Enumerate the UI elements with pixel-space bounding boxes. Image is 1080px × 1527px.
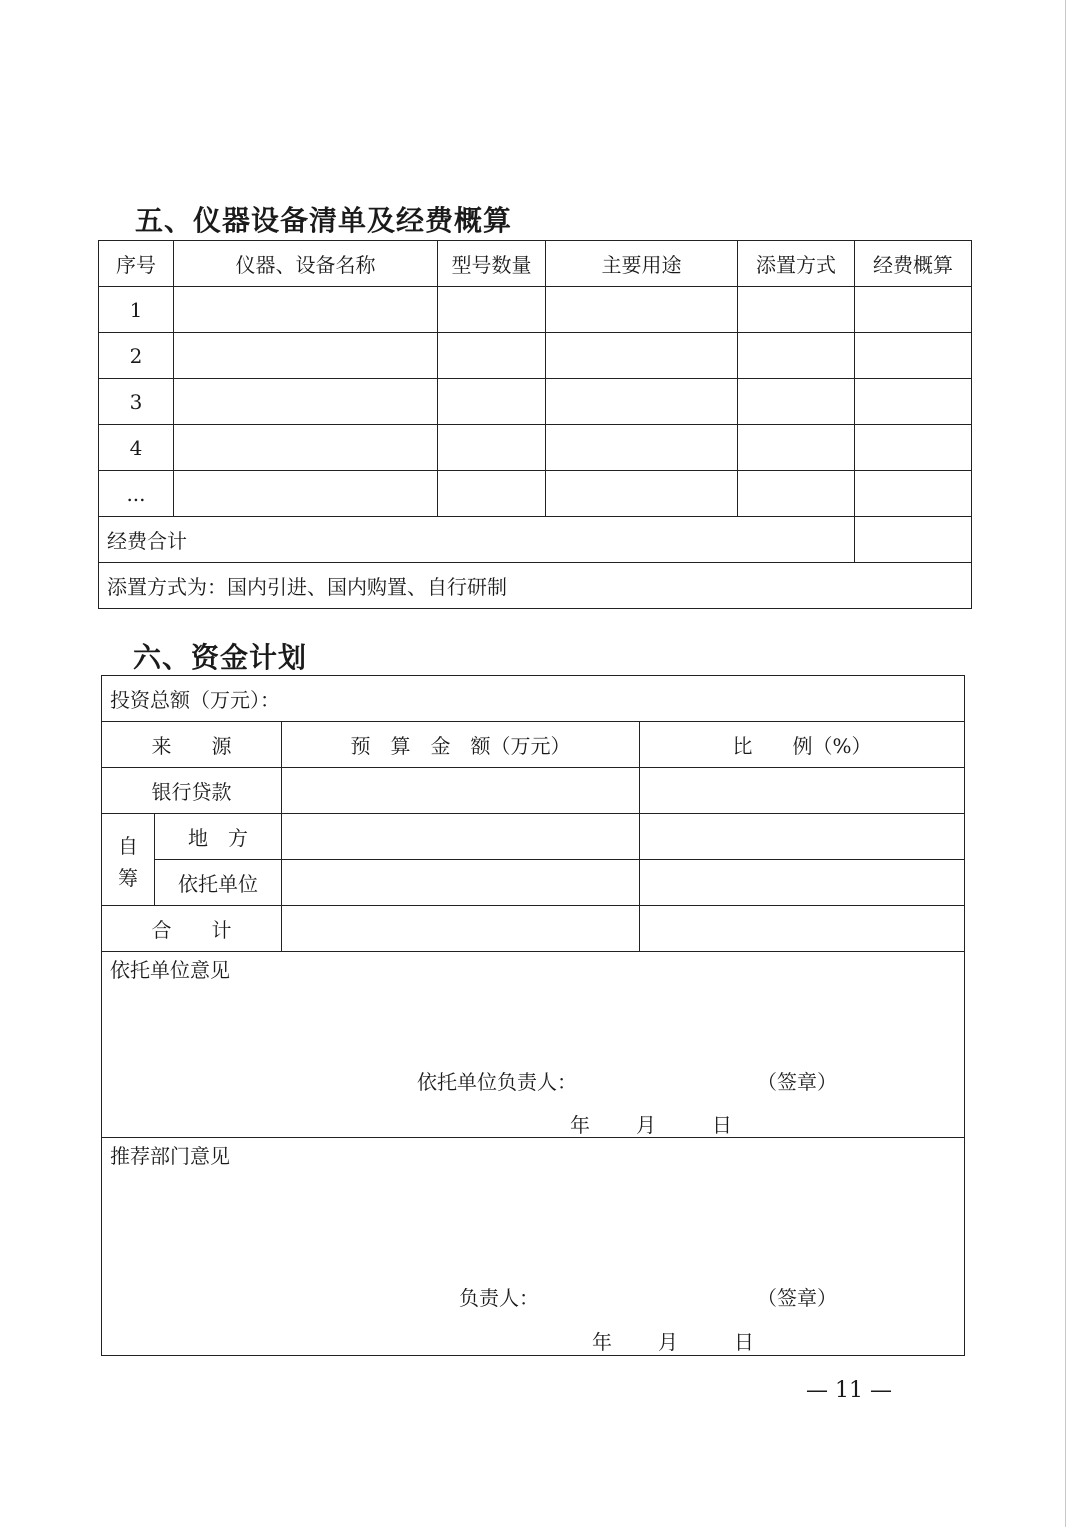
bank-loan-amount[interactable] [282,768,640,814]
table-header-row [99,241,972,287]
equipment-table [98,240,972,609]
self-raised-label [102,814,155,906]
method-cell[interactable] [738,333,855,379]
header-source: 来 源 [102,722,282,768]
total-cell[interactable] [855,517,972,563]
host-day-label: 日 [712,1113,732,1137]
header-budget: 经费概算 [855,241,972,287]
header-method: 添置方式 [738,241,855,287]
use-cell[interactable] [546,287,738,333]
table-row [99,379,972,425]
section-5-title: 五、仪器设备清单及经费概算 [135,204,513,237]
model-cell[interactable] [438,471,546,517]
budget-cell[interactable] [855,425,972,471]
section-6-title: 六、资金计划 [133,641,308,674]
host-unit-label: 依托单位 [155,860,282,906]
self-raised-char-2: 筹 [118,865,138,890]
host-signer-label: 依托单位负责人： [417,1070,577,1094]
recommend-opinion-row [102,1138,965,1356]
local-ratio[interactable] [640,814,965,860]
name-cell[interactable] [174,333,438,379]
sum-label: 合 计 [102,906,282,952]
host-unit-ratio[interactable] [640,860,965,906]
bank-loan-ratio[interactable] [640,768,965,814]
host-month-label: 月 [636,1113,656,1137]
host-unit-amount[interactable] [282,860,640,906]
header-name: 仪器、设备名称 [174,241,438,287]
method-cell[interactable] [738,471,855,517]
use-cell[interactable] [546,425,738,471]
local-row [102,814,965,860]
budget-cell[interactable] [855,471,972,517]
method-cell[interactable] [738,379,855,425]
table-row [99,425,972,471]
page-edge [1065,0,1066,1527]
row-number: ... [99,471,174,517]
name-cell[interactable] [174,425,438,471]
row-number: 3 [99,379,174,425]
total-investment-row [102,676,965,722]
total-investment-label[interactable]: 投资总额（万元）： [102,676,965,722]
header-budget-amount: 预 算 金 额（万元） [282,722,640,768]
header-seq: 序号 [99,241,174,287]
funding-header-row [102,722,965,768]
sum-row [102,906,965,952]
local-label: 地 方 [155,814,282,860]
use-cell[interactable] [546,333,738,379]
header-model: 型号数量 [438,241,546,287]
budget-cell[interactable] [855,333,972,379]
recommend-signer-label: 负责人： [459,1286,539,1310]
recommend-year-label: 年 [592,1330,612,1354]
funding-table [101,675,965,1356]
method-note: 添置方式为：国内引进、国内购置、自行研制 [99,563,972,609]
recommend-opinion-cell[interactable] [102,1138,965,1356]
name-cell[interactable] [174,379,438,425]
host-opinion-cell[interactable] [102,952,965,1138]
model-cell[interactable] [438,425,546,471]
header-use: 主要用途 [546,241,738,287]
total-label: 经费合计 [99,517,855,563]
host-unit-row [102,860,965,906]
recommend-opinion-label: 推荐部门意见 [110,1144,230,1168]
budget-cell[interactable] [855,287,972,333]
host-year-label: 年 [570,1113,590,1137]
use-cell[interactable] [546,379,738,425]
self-raised-char-1: 自 [118,833,138,858]
table-row [99,471,972,517]
table-row [99,287,972,333]
row-number: 4 [99,425,174,471]
name-cell[interactable] [174,287,438,333]
row-number: 1 [99,287,174,333]
name-cell[interactable] [174,471,438,517]
sum-ratio[interactable] [640,906,965,952]
bank-loan-row [102,768,965,814]
recommend-month-label: 月 [658,1330,678,1354]
method-cell[interactable] [738,287,855,333]
model-cell[interactable] [438,287,546,333]
use-cell[interactable] [546,471,738,517]
recommend-seal-label: （签章） [757,1286,837,1310]
recommend-day-label: 日 [734,1330,754,1354]
row-number: 2 [99,333,174,379]
budget-cell[interactable] [855,379,972,425]
sum-amount[interactable] [282,906,640,952]
note-row [99,563,972,609]
host-seal-label: （签章） [757,1070,837,1094]
host-opinion-label: 依托单位意见 [110,958,230,982]
bank-loan-label: 银行贷款 [102,768,282,814]
table-row [99,333,972,379]
host-opinion-row [102,952,965,1138]
page-number: — 11 — [806,1378,892,1403]
local-amount[interactable] [282,814,640,860]
method-cell[interactable] [738,425,855,471]
header-ratio: 比 例（%） [640,722,965,768]
model-cell[interactable] [438,333,546,379]
total-row [99,517,972,563]
model-cell[interactable] [438,379,546,425]
